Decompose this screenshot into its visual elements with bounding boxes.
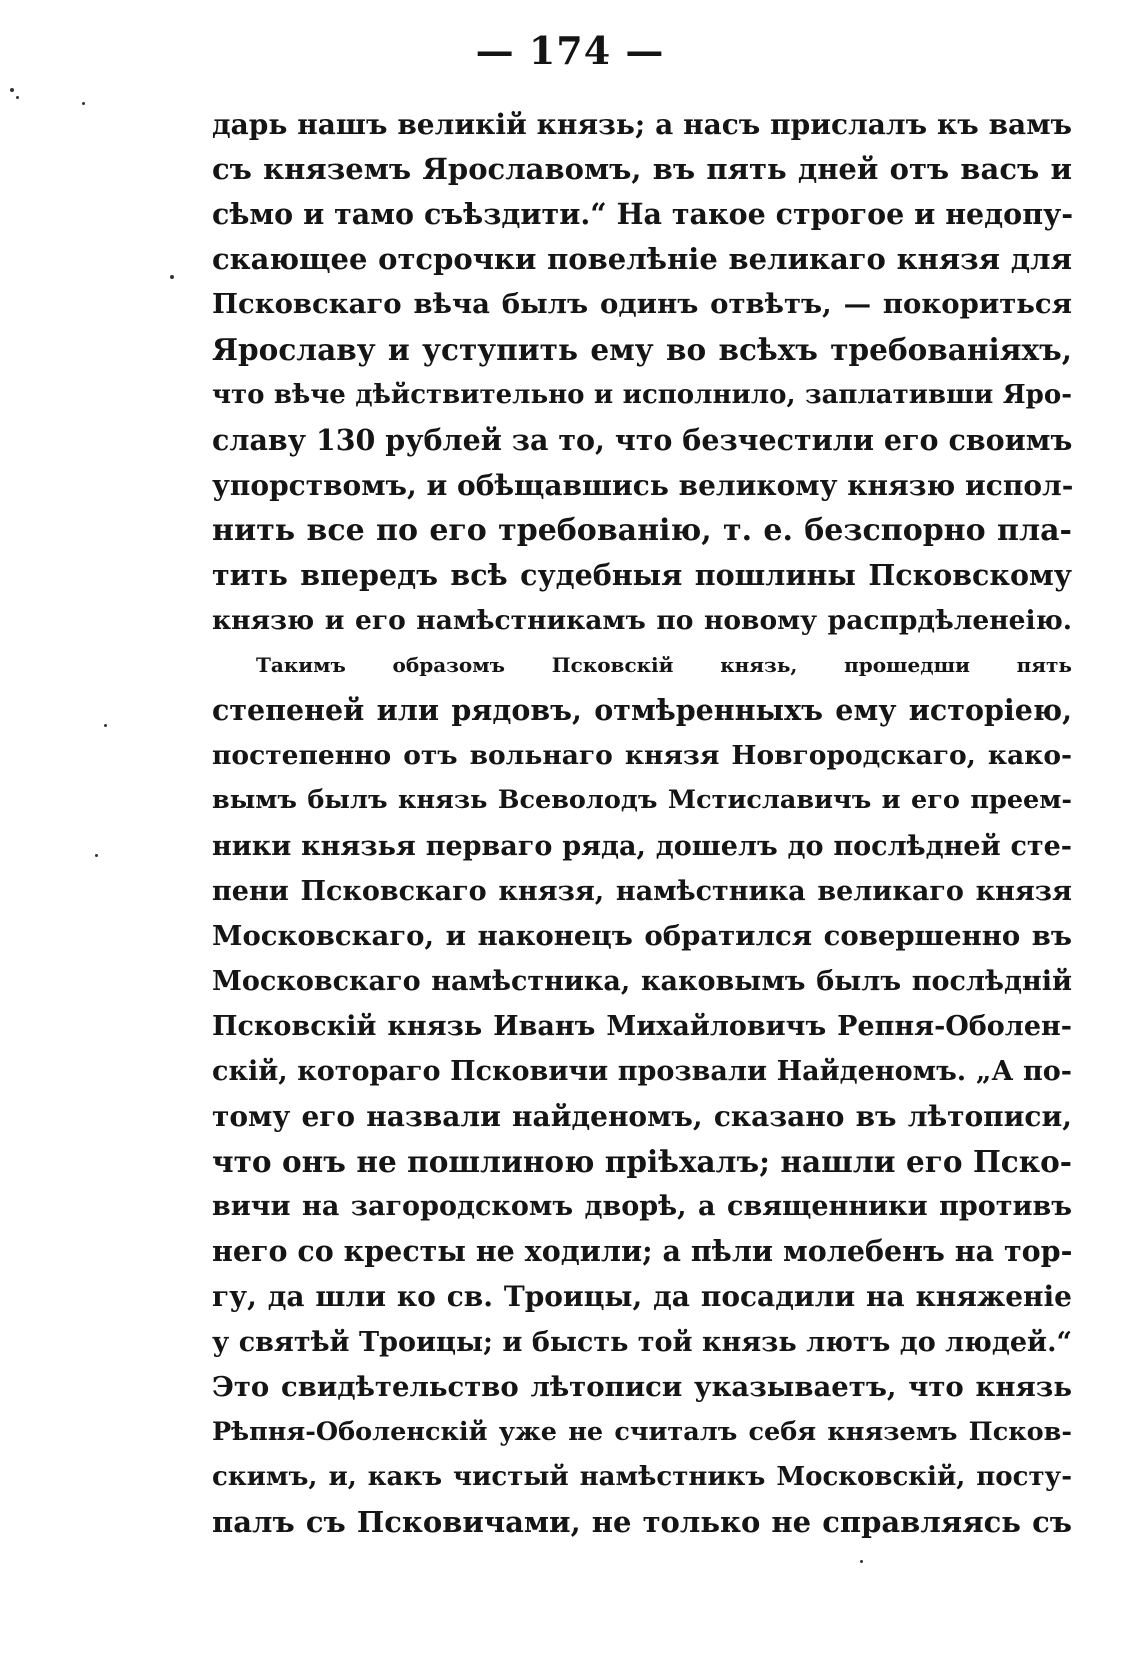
text-line: гу, да шли ко св. Троицы, да посадили на княженіе (212, 1280, 1072, 1314)
text-line: Такимъ образомъ Псковскій князь, прошедши пять (256, 653, 1072, 678)
body-text (212, 102, 1072, 1545)
text-line: палъ съ Псковичами, не только не справляясь съ (212, 1504, 1072, 1539)
text-line: что онъ не пошлиною пріѣхалъ; нашли его Пско- (212, 1144, 1072, 1180)
text-line: тому его назвали найденомъ, сказано въ лѣтописи, (212, 1100, 1072, 1134)
text-line: Псковскаго вѣча былъ одинъ отвѣтъ, — покориться (212, 288, 1072, 321)
text-line: что вѣче дѣйствительно и исполнило, заплативши Яро- (212, 379, 1072, 410)
scan-speck (95, 854, 98, 857)
text-line: у святѣй Троицы; и бысть той князь лютъ до людей.“ (212, 1326, 1072, 1358)
text-line: Это свидѣтельство лѣтописи указываетъ, что князь (212, 1370, 1072, 1403)
text-line: скающее отсрочки повелѣніе великаго князя для (212, 242, 1072, 277)
text-line: сѣмо и тамо съѣздити.“ На такое строгое и недопу- (212, 197, 1074, 232)
text-line: Псковскій князь Иванъ Михайловичъ Репня-Оболен- (212, 1010, 1072, 1042)
text-line: него со кресты не ходили; а пѣли молебенъ на тор- (212, 1234, 1073, 1269)
text-line: дарь нашъ великій князь; а насъ прислалъ къ вамъ (212, 108, 1072, 141)
text-line: пени Псковскаго князя, намѣстника великаго князя (212, 875, 1072, 907)
text-line: Ярославу и уступить ему во всѣхъ требованіяхъ, (212, 332, 1072, 368)
text-line: князю и его намѣстникамъ по новому распрдѣленеію. (212, 605, 1072, 637)
text-line: ники князья перваго ряда, дошелъ до послѣдней сте- (212, 830, 1072, 862)
text-line: нить все по его требованію, т. е. безспорно пла- (212, 512, 1072, 548)
text-line: скій, котораго Псковичи прозвали Найденомъ. „А по- (212, 1055, 1072, 1087)
scan-speck (16, 96, 19, 99)
text-line: славу 130 рублей за то, что безчестили его своимъ (212, 422, 1073, 457)
text-line: степеней или рядовъ, отмѣренныхъ ему исторіею, (212, 693, 1072, 728)
text-line: скимъ, и, какъ чистый намѣстникъ Московскій, посту- (212, 1461, 1072, 1492)
text-line: съ княземъ Ярославомъ, въ пять дней отъ васъ и (212, 152, 1072, 187)
text-line: вымъ былъ князь Всеволодъ Мстиславичъ и его преем- (212, 785, 1072, 816)
page-number: — 174 — (475, 28, 665, 73)
text-line: Рѣпня-Оболенскій уже не считалъ себя княземъ Псков- (212, 1416, 1072, 1447)
scan-speck (104, 724, 107, 727)
text-line: постепенно отъ вольнаго князя Новгородскаго, како- (212, 740, 1072, 772)
text-line: вичи на загородскомъ дворѣ, а священники противъ (212, 1191, 1072, 1223)
scan-speck (10, 88, 14, 92)
scan-speck (82, 102, 85, 105)
text-line: Московскаго, и наконецъ обратился совершенно въ (212, 919, 1072, 952)
text-line: Московскаго намѣстника, каковымъ былъ послѣдній (212, 965, 1072, 997)
scan-speck (860, 1560, 863, 1563)
text-line: упорствомъ, и обѣщавшись великому князю испол- (212, 468, 1074, 502)
scan-speck (170, 275, 174, 279)
text-line: тить впередъ всѣ судебныя пошлины Псковскому (212, 557, 1072, 592)
